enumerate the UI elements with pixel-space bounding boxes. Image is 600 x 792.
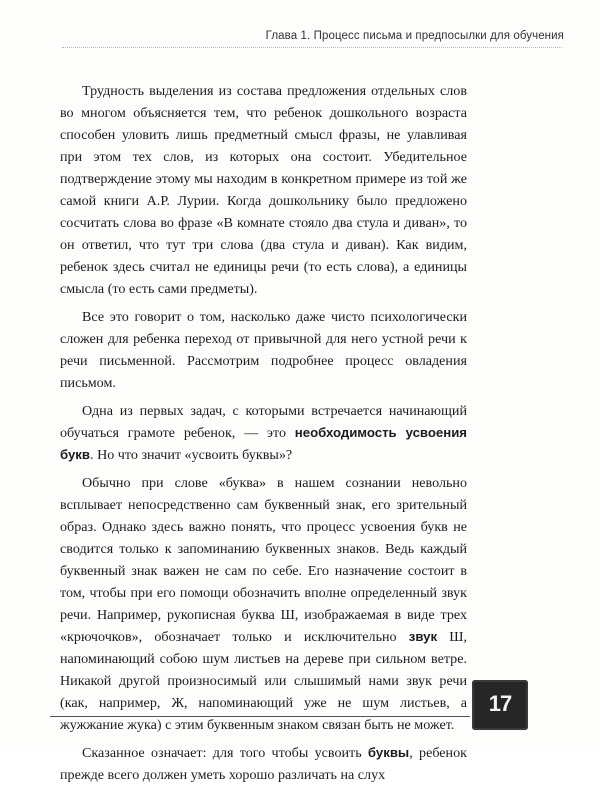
text-run: Все это говорит о том, насколько даже чисто психологически сложен для ребенка переход от привычной для него устной речи к речи письменной. Рассмотрим подробнее процесс овладения письмом. xyxy=(60,309,467,391)
page-number: 17 xyxy=(488,691,512,716)
text-run: Трудность выделения из состава предложения отдельных слов во многом объясняется тем, что ребенок дошкольного возраста способен уловить лишь предметный смысл фразы, не улавливая при этом тех слов, из которых она состоит. Убедительное подтверждение этому мы находим в конкретном примере из той же самой книги А.Р. Лурии. Когда дошкольнику было предложено сосчитать слова во фразе «В комнате стояло два стула и диван», то он ответил, что тут три слова (два стула и диван). Как видим, ребенок здесь считал не единицы речи (то есть слова), а единицы смысла (то есть сами предметы). xyxy=(60,83,467,297)
text-run: Ш, напоминающий собою шум листьев на дереве при сильном ветре. Никакой другой произносимый или слышимый нами звук речи (как, например, Ж, напоминающий уже не шум листьев, а жужжание жука) с этим буквенным знаком связан быть не может. xyxy=(60,629,467,733)
bold-text-run: буквы xyxy=(367,745,410,760)
header-rule xyxy=(62,47,562,48)
paragraph xyxy=(60,742,467,786)
text-run: Сказанное означает: для того чтобы усвоить xyxy=(82,745,368,761)
paragraph xyxy=(60,472,467,736)
paragraph xyxy=(60,400,467,466)
bold-text-run: необходимость усвоения букв xyxy=(60,425,467,462)
running-header: Глава 1. Процесс письма и предпосылки для обучения xyxy=(265,30,564,42)
footer-rule xyxy=(50,716,470,717)
text-run: , ребенок прежде всего должен уметь хорошо различать на слух xyxy=(60,745,467,783)
bold-text-run: звук xyxy=(408,629,438,644)
body-text xyxy=(60,80,467,792)
text-run: Одна из первых задач, с которыми встречается начинающий обучаться грамоте ребенок, — это xyxy=(60,403,467,441)
paragraph xyxy=(60,306,467,394)
text-run: Обычно при слове «буква» в нашем сознании невольно всплывает непосредственно сам буквенный знак, его зрительный образ. Однако здесь важно понять, что процесс усвоения букв не сводится только к запоминанию буквенных знаков. Ведь каждый буквенный знак важен не сам по себе. Его назначение состоит в том, чтобы при его помощи обозначить вполне определенный звук речи. Например, рукописная буква Ш, изображаемая в виде трех «крючочков», обозначает только и исключительно xyxy=(60,475,467,645)
paragraph xyxy=(60,80,467,300)
page-number-badge xyxy=(472,680,528,730)
text-run: . Но что значит «усвоить буквы»? xyxy=(90,447,293,463)
